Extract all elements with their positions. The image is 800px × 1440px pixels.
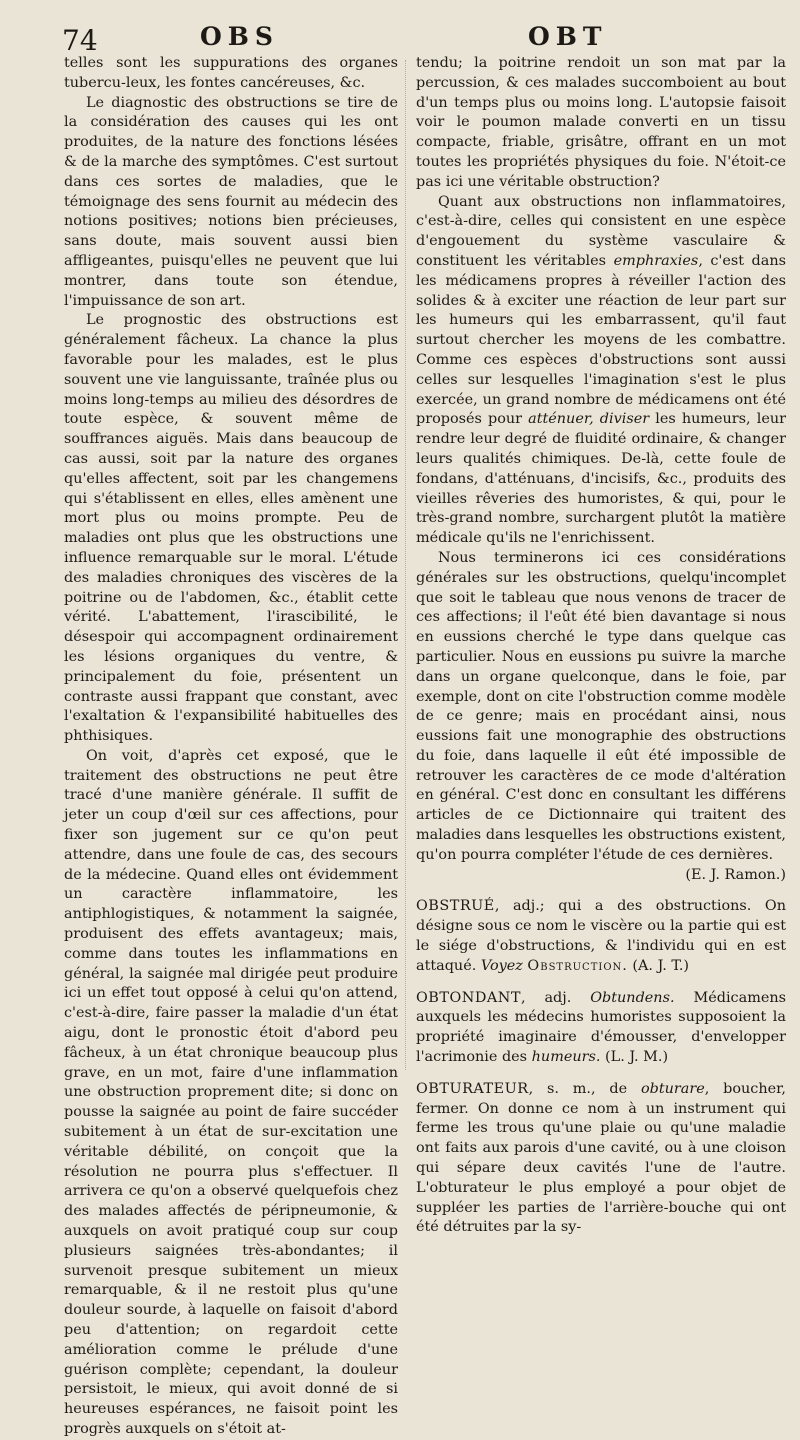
entry-signature: (L. J. M.)	[605, 1049, 669, 1066]
paragraph-prognostic: Le prognostic des obstructions est généralement fâcheux. La chance la plus favorable pour les malades, est le plus souvent une vie languissante, traînée plus ou moins long-temps au milieu des désordres de toute espèce, & souvent même de souffrances aiguës. Mais dans beaucoup de cas aussi, soit par la nature des organes qu'elles affectent, soit par les changemens qui s'établissent en elles, elles amènent une mort plus ou moins prompte. Peu de maladies ont plus que les obstructions une influence remarquable sur le moral. L'étude des maladies chroniques des viscères de la poitrine ou de l'abdomen, &c., établit cette vérité. L'abattement, l'irascibilité, le désespoir qui accompagnent ordinairement les lésions organiques du ventre, & principalement du foie, présentent un contraste aussi frappant que constant, avec l'exaltation & l'expansibilité habituelles des phthisiques.	[64, 312, 398, 745]
entry-signature: (A. J. T.)	[632, 957, 690, 974]
column-divider	[405, 60, 406, 1070]
right-column	[416, 54, 786, 1238]
entry-text: Médicamens auxquels les médecins humoristes supposoient la propriété imaginaire d'émousser, d'envelopper l'acrimonie des	[416, 989, 787, 1066]
italic-term: humeurs.	[531, 1049, 601, 1066]
cross-reference: Obstruction.	[527, 957, 628, 974]
running-head-left: OBS	[200, 22, 279, 51]
entry-pos: , adj.	[520, 989, 572, 1006]
paragraph-diagnostic: Le diagnostic des obstructions se tire de la considération des causes qui les ont produites, de la nature des fonctions lésées & de la marche des symptômes. C'est surtout dans ces sortes de maladies, que le témoignage des sens fournit au médecin des notions positives; notions bien précieuses, sans doute, mais souvent aussi bien affligeantes, puisqu'elles ne peuvent que lui montrer, dans toute son étendue, l'impuissance de son art.	[64, 94, 398, 309]
entry-headword: OBSTRUÉ	[416, 898, 495, 915]
text-run: Quant aux obstructions non inflammatoires, c'est-à-dire, celles qui consistent en une espèce d'engouement du système vasculaire & constituent les véritables	[416, 193, 786, 269]
page-number: 74	[62, 24, 98, 57]
paragraph-continuation: telles sont les suppurations des organes tubercu-leux, les fontes cancéreuses, &c.	[64, 55, 398, 91]
left-column	[64, 54, 398, 1440]
entry-obstrue	[416, 897, 786, 976]
running-head-right: OBT	[528, 22, 608, 51]
latin-term: obturare	[640, 1080, 705, 1097]
paragraph-autopsy: tendu; la poitrine rendoit un son mat par la percussion, & ces malades succomboient au bout d'un temps plus ou moins long. L'autopsie faisoit voir le poumon malade converti en un tissu compacte, friable, grisâtre, offrant en un mot toutes les propriétés physiques du foie. N'étoit-ce pas ici une véritable obstruction?	[416, 55, 786, 190]
entry-pos: , s. m., de	[528, 1080, 628, 1097]
entry-obturateur	[416, 1080, 786, 1238]
entry-obtondant	[416, 989, 786, 1068]
paragraph-non-inflammatory	[416, 193, 786, 549]
italic-term: atténuer, diviser	[528, 411, 650, 428]
paragraph-treatment: On voit, d'après cet exposé, que le traitement des obstructions ne peut être tracé d'une manière générale. Il suffit de jeter un coup d'œil sur ces affections, pour fixer son jugement sur ce qu'on peut attendre, dans une foule de cas, des secours de la médecine. Quand elles ont évidemment un caractère inflammatoire, les antiphlogistiques, & notamment la saignée, produisent des effets avantageux; mais, comme dans toutes les inflammations en général, la saignée mal dirigée peut produire ici un effet tout opposé à celui qu'on attend, c'est-à-dire, faire passer la maladie d'un état aigu, dont le pronostic étoit d'abord peu fâcheux, à un état chronique beaucoup plus grave, en un mot, faire d'une inflammation une obstruction proprement dite; si donc on pousse la saignée au point de faire succéder subitement à un état de sur-excitation une véritable débilité, on conçoit que la résolution ne pourra plus s'effectuer. Il arrivera ce qu'on a observé quelquefois chez des malades affectés de péripneumonie, & auxquels on avoit pratiqué coup sur coup plusieurs saignées très-abondantes; il survenoit presque subitement un mieux remarquable, & il ne restoit plus qu'une douleur sourde, à laquelle on faisoit d'abord peu d'attention; on regardoit cette amélioration comme le prélude d'une guérison complète; cependant, la douleur persistoit, le mieux, qui avoit donné de si heureuses espérances, ne faisoit point les progrès auxquels on s'étoit at-	[64, 747, 398, 1437]
see-also: Voyez	[480, 957, 523, 974]
entry-text: , boucher, fermer. On donne ce nom à un instrument qui ferme les trous qu'une plaie ou qu'une maladie ont faits aux parois d'une cavité, ou à une cloison qui sépare deux cavités l'une de l'autre. L'obturateur le plus employé a pour objet de suppléer les parties de l'arrière-bouche qui ont été détruites par la sy-	[416, 1080, 787, 1236]
paragraph-conclusion: Nous terminerons ici ces considérations générales sur les obstructions, quelqu'incomplet que soit le tableau que nous venons de tracer de ces affections; il l'eût été bien davantage si nous en eussions cherché le type dans quelque cas particulier. Nous en eussions pu suivre la marche dans un organe quelconque, dans le foie, par exemple, dont on cite l'obstruction comme modèle de ce genre; mais en procédant ainsi, nous eussions fait une monographie des obstructions du foie, dans laquelle il eût été impossible de retrouver les caractères de ce mode d'altération en général. C'est donc en consultant les différens articles de ce Dictionnaire qui traitent des maladies dans lesquelles les obstructions existent, qu'on pourra compléter l'étude de ces dernières.	[416, 549, 786, 863]
text-run: , c'est dans les médicamens propres à réveiller l'action des solides & à exciter une réaction de leur part sur les humeurs qui les embarrassent, qu'il faut surtout chercher les moyens de les combattre. Comme ces espèces d'obstructions sont aussi celles sur lesquelles l'imagination s'est le plus exercée, un grand nombre de médicamens ont été proposés pour	[416, 252, 787, 428]
italic-term: emphraxies	[613, 252, 699, 269]
latin-term: Obtundens.	[590, 989, 675, 1006]
page-header	[0, 18, 800, 58]
entry-headword: OBTONDANT	[416, 989, 521, 1006]
text-run: les humeurs, leur rendre leur degré de fluidité ordinaire, & changer leurs qualités chimiques. De-là, cette foule de fondans, d'atténuans, d'incisifs, &c., produits des vieilles rêveries des humoristes, & qui, pour le très-grand nombre, surchargent plutôt la matière médicale qu'ils ne l'enrichissent.	[416, 411, 786, 547]
entry-text: , adj.; qui a des obstructions. On désigne sous ce nom le viscère ou la partie qui est le siége d'obstructions, & l'individu qui en est attaqué.	[416, 898, 786, 974]
entry-headword: OBTURATEUR	[416, 1080, 529, 1097]
author-signature: (E. J. Ramon.)	[685, 866, 786, 883]
